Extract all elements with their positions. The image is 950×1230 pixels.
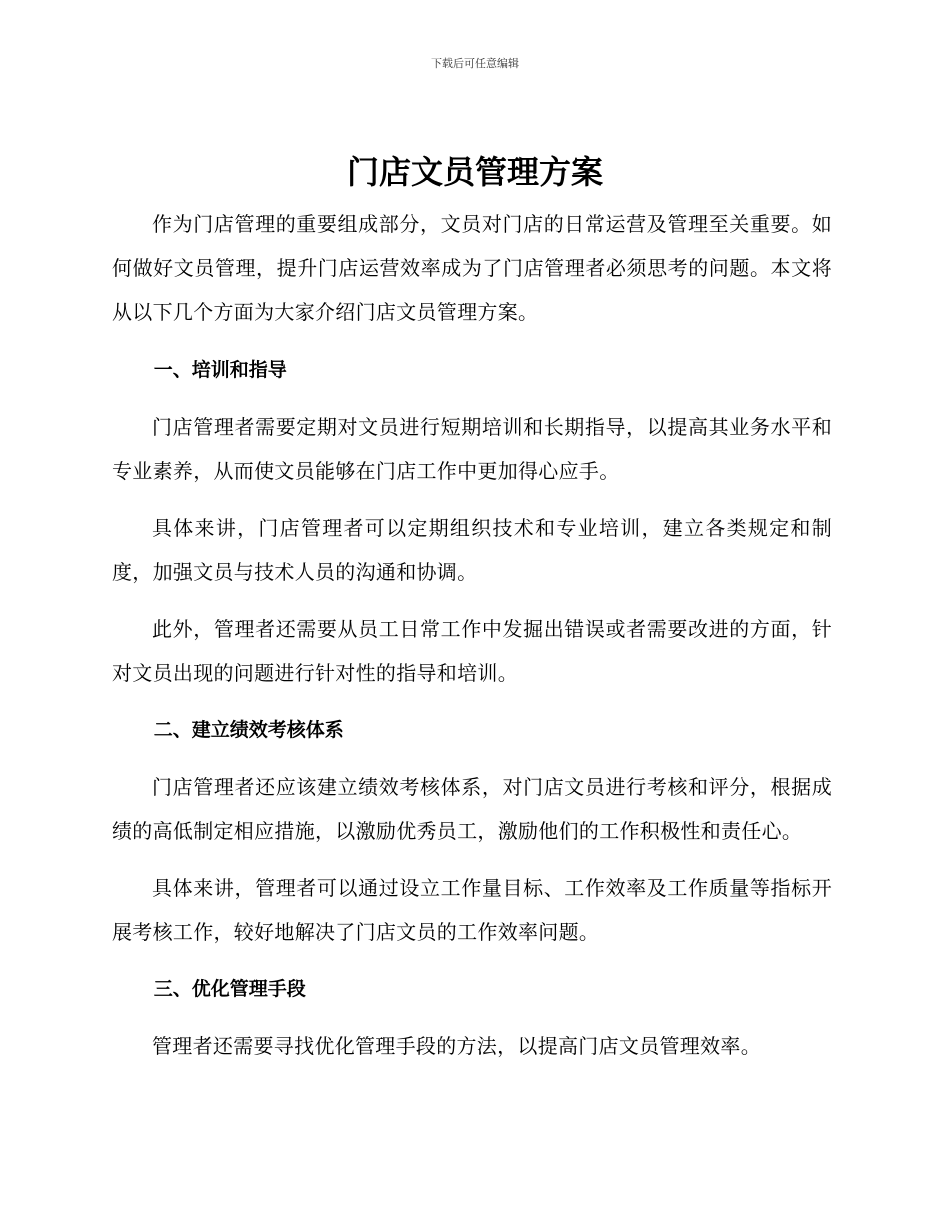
section-heading-performance: 二、建立绩效考核体系	[153, 719, 344, 741]
paragraph-performance-1: 门店管理者还应该建立绩效考核体系，对门店文员进行考核和评分，根据成绩的高低制定相应措施，以激励优秀员工，激励他们的工作积极性和责任心。	[112, 775, 832, 843]
paragraph-performance-2: 具体来讲，管理者可以通过设立工作量目标、工作效率及工作质量等指标开展考核工作，较好地解决了门店文员的工作效率问题。	[112, 876, 832, 944]
section-heading-optimization: 三、优化管理手段	[153, 978, 306, 1000]
intro-paragraph: 作为门店管理的重要组成部分，文员对门店的日常运营及管理至关重要。如何做好文员管理，提升门店运营效率成为了门店管理者必须思考的问题。本文将从以下几个方面为大家介绍门店文员管理方案。	[112, 212, 832, 324]
section-heading-training: 一、培训和指导	[153, 359, 287, 381]
document-body	[112, 202, 832, 1081]
header-note: 下载后可任意编辑	[431, 57, 519, 70]
paragraph-training-3: 此外，管理者还需要从员工日常工作中发掘出错误或者需要改进的方面，针对文员出现的问题进行针对性的指导和培训。	[112, 617, 832, 685]
paragraph-training-1: 门店管理者需要定期对文员进行短期培训和长期指导，以提高其业务水平和专业素养，从而使文员能够在门店工作中更加得心应手。	[112, 415, 832, 483]
document-title: 门店文员管理方案	[346, 153, 603, 191]
paragraph-optimization-1: 管理者还需要寻找优化管理手段的方法，以提高门店文员管理效率。	[152, 1034, 761, 1058]
paragraph-training-2: 具体来讲，门店管理者可以定期组织技术和专业培训，建立各类规定和制度，加强文员与技术人员的沟通和协调。	[112, 516, 832, 584]
